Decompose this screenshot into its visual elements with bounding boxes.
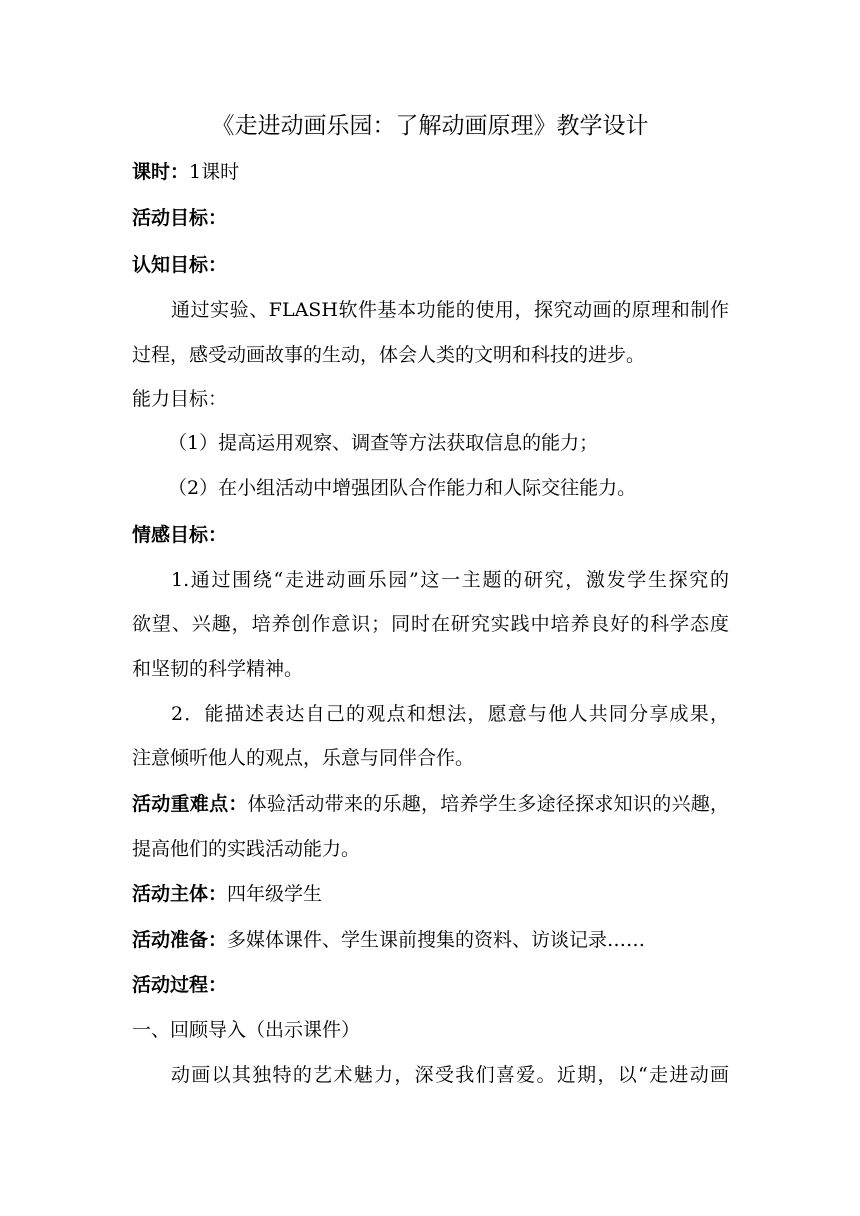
preparation-line — [132, 925, 645, 955]
preparation-value: 多媒体课件、学生课前搜集的资料、访谈记录…… — [227, 929, 646, 951]
subject-line — [132, 879, 322, 909]
emotion-item2-line: 2．能描述表达自己的观点和想法，愿意与他人共同分享成果， — [171, 703, 729, 725]
emotion-item1-line: 1.通过围绕“走进动画乐园”这一主题的研究，激发学生探究的 — [171, 569, 729, 591]
activity-goals-heading: 活动目标： — [132, 207, 228, 229]
ability-goal-item: （2）在小组活动中增强团队合作能力和人际交往能力。 — [168, 477, 637, 499]
key-points-label: 活动重难点： — [132, 793, 248, 815]
cognitive-paragraph-line: 通过实验、FLASH软件基本功能的使用，探究动画的原理和制作 — [171, 299, 729, 321]
section1-paragraph-line: 动画以其独特的艺术魅力，深受我们喜爱。近期，以“走进动画 — [171, 1064, 729, 1086]
document-title: 《走进动画乐园：了解动画原理》教学设计 — [211, 113, 649, 139]
class-hours-label: 课时： — [132, 161, 190, 183]
emotion-item1-line: 和坚韧的科学精神。 — [132, 658, 304, 680]
cognitive-paragraph-line: 过程，感受动画故事的生动，体会人类的文明和科技的进步。 — [132, 344, 646, 366]
emotion-goals-heading: 情感目标： — [132, 524, 228, 546]
subject-value: 四年级学生 — [227, 883, 323, 905]
ability-goals-heading: 能力目标： — [132, 388, 228, 410]
ability-goal-item: （1）提高运用观察、调查等方法获取信息的能力； — [168, 432, 599, 454]
preparation-label: 活动准备： — [132, 929, 228, 951]
emotion-item1-line: 欲望、兴趣，培养创作意识；同时在研究实践中培养良好的科学态度 — [132, 613, 729, 635]
section1-heading: 一、回顾导入（出示课件） — [132, 1019, 361, 1041]
cognitive-goals-heading: 认知目标： — [132, 254, 228, 276]
class-hours-line — [132, 157, 239, 187]
key-points-line — [132, 789, 729, 819]
key-points-text: 体验活动带来的乐趣，培养学生多途径探求知识的兴趣， — [247, 793, 729, 815]
class-hours-value: 1课时 — [189, 161, 240, 183]
key-points-line: 提高他们的实践活动能力。 — [132, 838, 361, 860]
process-heading: 活动过程： — [132, 974, 228, 996]
emotion-item2-line: 注意倾听他人的观点，乐意与同伴合作。 — [132, 747, 475, 769]
subject-label: 活动主体： — [132, 883, 228, 905]
